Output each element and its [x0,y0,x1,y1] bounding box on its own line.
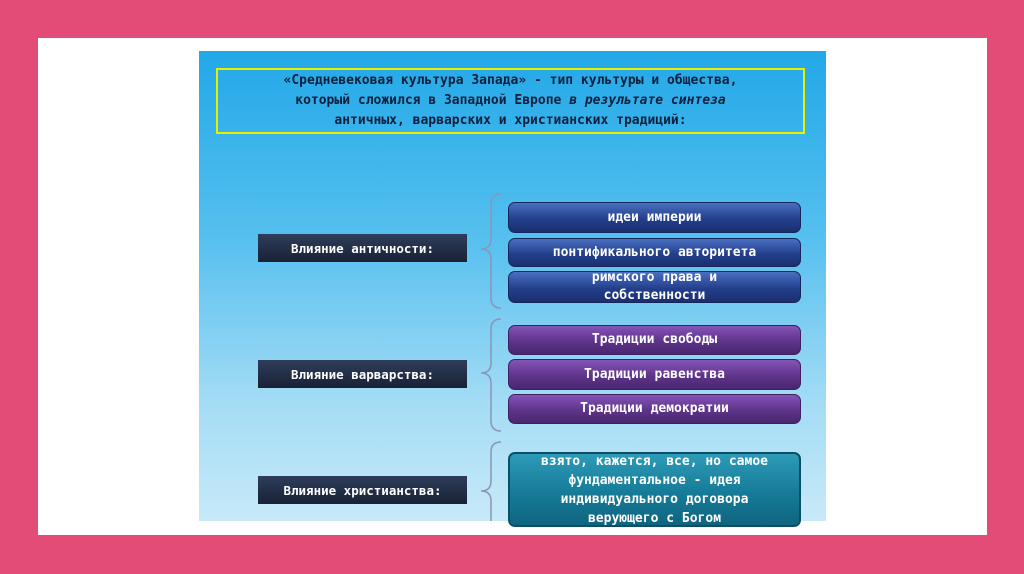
item-line: индивидуального договора [560,491,749,507]
definition-line-2-plain: который сложился в Западной Европе [295,93,570,108]
label-christianity: Влияние христианства: [258,476,467,504]
item-line: идеи империи [607,209,702,225]
item-line: Традиции демократии [580,401,729,416]
brace-barbarism [481,319,501,431]
item-line: фундаментальное - идея [568,472,741,488]
item-line: понтификального авторитета [552,244,757,260]
item-democracy-traditions [508,394,801,424]
item-line: Традиции свободы [591,332,718,347]
item-line: собственности [603,288,706,303]
definition-line-2-italic: в результате синтеза [569,93,726,108]
item-line: римского права и [591,270,718,285]
item-empire-ideas [508,202,801,233]
item-roman-law [508,271,801,303]
diagram-panel [199,51,826,526]
brace-antiquity [481,194,501,308]
item-line: верующего с Богом [587,510,722,526]
definition-line-1: «Средневековая культура Запада» - тип культуры и общества, [283,73,738,88]
item-line: взято, кажется, все, но самое [541,453,768,469]
label-antiquity: Влияние античности: [258,234,467,262]
item-individual-covenant [508,452,801,527]
definition-line-3: античных, варварских и христианских традиций: [334,113,687,128]
item-equality-traditions [508,359,801,390]
slide [38,38,987,535]
label-barbarism: Влияние варварства: [258,360,467,388]
item-freedom-traditions [508,325,801,355]
item-pontifical-authority [508,238,801,267]
brace-christianity [481,442,501,521]
item-line: Традиции равенства [584,366,725,382]
